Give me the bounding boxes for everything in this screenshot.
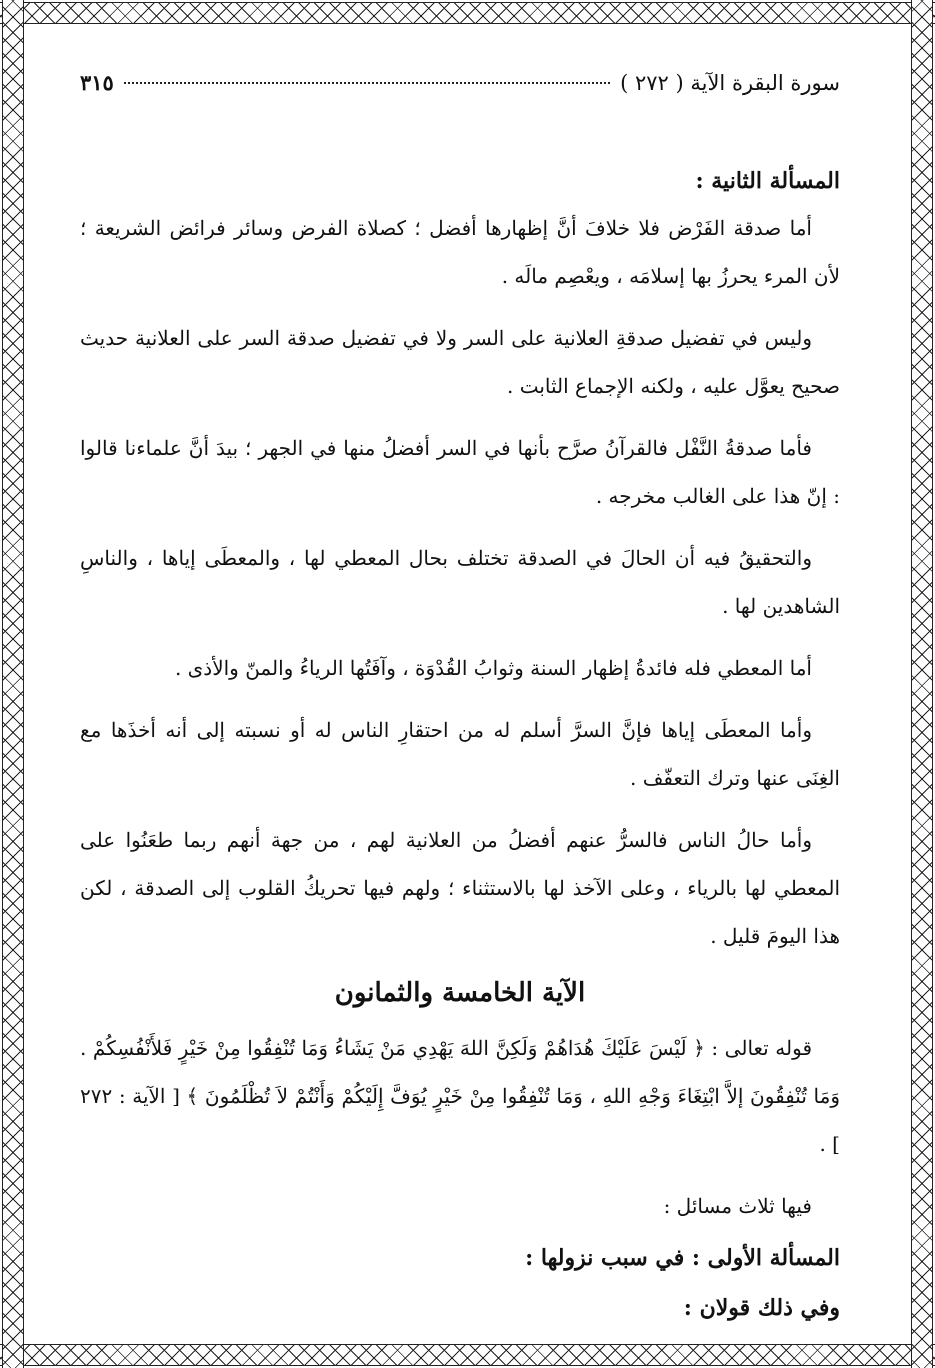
ornamental-border-top <box>0 2 935 24</box>
page-number: ٣١٥ <box>80 70 114 95</box>
issue-one-heading: المسألة الأولى : في سبب نزولها : <box>525 1245 840 1271</box>
leader-dots <box>124 82 610 84</box>
paragraph: فأما صدقةُ النَّفْل فالقرآنُ صرَّح بأنها في السر أفضلُ منها في الجهر ؛ بيدَ أنَّ علماءنا قالوا : إنّ هذا على الغالب مخرجه . <box>80 436 840 508</box>
issues-intro: فيها ثلاث مسائل : <box>663 1194 812 1218</box>
ornamental-border-right <box>911 0 933 1368</box>
verse-title: الآية الخامسة والثمانون <box>334 978 586 1008</box>
running-head-title: سورة البقرة الآية ( ٢٧٢ ) <box>620 71 840 95</box>
ornamental-border-left <box>2 0 24 1368</box>
paragraph: والتحقيقُ فيه أن الحالَ في الصدقة تختلف بحال المعطي لها ، والمعطَى إياها ، والناسِ الشاهدين لها . <box>80 546 840 618</box>
paragraph: أما المعطي فله فائدةُ إظهار السنة وثوابُ القُدْوَة ، وآفَتُها الرياءُ والمنّ والأذى . <box>174 656 812 680</box>
two-sayings-heading: وفي ذلك قولان : <box>683 1295 840 1321</box>
paragraph: وأما المعطَى إياها فإنَّ السرَّ أسلم له من احتقارِ الناس له أو نسبته إلى أنه أخذَها مع الغِنَى عنها وترك التعفّف . <box>80 718 840 790</box>
section-heading: المسألة الثانية : <box>695 168 840 194</box>
page-body <box>80 70 840 1334</box>
verse-text: قوله تعالى : ﴿ لَيْسَ عَلَيْكَ هُدَاهُمْ وَلَكِنَّ اللهَ يَهْدِي مَنْ يَشَاءُ وَمَا تُنْفِقُوا مِنْ خَيْرٍ فَلأَنْفُسِكُمْ . وَمَا تُنْفِقُونَ إلاَّ ابْتِغَاءَ وَجْهِ اللهِ ، وَمَا تُنْفِقُوا مِنْ خَيْرٍ يُوَفَّ إِلَيْكُمْ وَأَنْتُمْ لاَ تُظْلَمُونَ ﴾ [ الآية : ٢٧٢ ] . <box>80 1036 840 1156</box>
paragraph: وليس في تفضيل صدقةِ العلانية على السر ولا في تفضيل صدقة السر على العلانية حديث صحيح يعوَّل عليه ، ولكنه الإجماع الثابت . <box>80 326 840 398</box>
paragraph: أما صدقة الفَرْض فلا خلافَ أنَّ إظهارها أفضل ؛ كصلاة الفرض وسائر فرائض الشريعة ؛ لأن المرء يحرزُ بها إسلامَه ، ويعْصِم مالَه . <box>80 216 840 288</box>
running-head <box>80 70 840 110</box>
paragraph: وأما حالُ الناس فالسرُّ عنهم أفضلُ من العلانية لهم ، من جهة أنهم ربما طعَنُوا على المعطي لها بالرياء ، وعلى الآخذ لها بالاستثناء ؛ ولهم فيها تحريكُ القلوب إلى الصدقة ، لكن هذا اليومَ قليل . <box>80 828 840 948</box>
ornamental-border-bottom <box>0 1344 935 1366</box>
